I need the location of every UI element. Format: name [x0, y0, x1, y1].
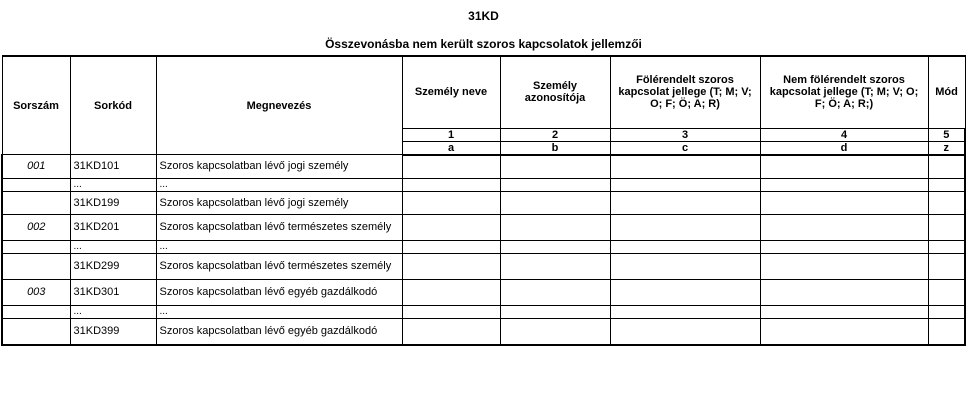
form-title: 31KD: [468, 9, 499, 23]
cell-input[interactable]: [760, 318, 928, 345]
row-name: Szoros kapcsolatban lévő jogi személy: [156, 191, 402, 214]
row-sorkod: 31KD399: [70, 318, 156, 345]
cell-input[interactable]: [928, 155, 965, 179]
row-sorkod: ...: [70, 240, 156, 253]
cell-input[interactable]: [500, 253, 610, 279]
cell-input[interactable]: [760, 155, 928, 179]
table-row: [2, 305, 965, 318]
row-name: ...: [156, 178, 402, 191]
row-sorszam: [2, 305, 70, 318]
cell-input[interactable]: [928, 214, 965, 240]
cell-input[interactable]: [928, 305, 965, 318]
cell-input[interactable]: [610, 214, 760, 240]
row-sorkod: 31KD201: [70, 214, 156, 240]
col-code: d: [760, 141, 928, 155]
row-sorkod: 31KD301: [70, 279, 156, 305]
cell-input[interactable]: [610, 253, 760, 279]
row-sorkod: 31KD299: [70, 253, 156, 279]
row-sorszam: [2, 318, 70, 345]
cell-input[interactable]: [500, 191, 610, 214]
col-number: 3: [610, 128, 760, 141]
header-sorkod: Sorkód: [70, 56, 156, 155]
cell-input[interactable]: [610, 191, 760, 214]
cell-input[interactable]: [402, 305, 500, 318]
cell-input[interactable]: [402, 318, 500, 345]
cell-input[interactable]: [500, 240, 610, 253]
cell-input[interactable]: [928, 178, 965, 191]
row-sorszam: [2, 191, 70, 214]
form-table: [1, 55, 966, 346]
cell-input[interactable]: [402, 178, 500, 191]
cell-input[interactable]: [610, 178, 760, 191]
cell-input[interactable]: [402, 279, 500, 305]
cell-input[interactable]: [928, 191, 965, 214]
row-name: Szoros kapcsolatban lévő jogi személy: [156, 155, 402, 179]
cell-input[interactable]: [760, 214, 928, 240]
cell-input[interactable]: [928, 253, 965, 279]
row-sorszam: [2, 178, 70, 191]
header-megnevezes: Megnevezés: [156, 56, 402, 155]
row-name: Szoros kapcsolatban lévő egyéb gazdálkodó: [156, 318, 402, 345]
header-col3: Fölérendelt szoros kapcsolat jellege (T; M; V; O; F; Ö; A; R): [610, 56, 760, 128]
row-name: Szoros kapcsolatban lévő természetes személy: [156, 214, 402, 240]
cell-input[interactable]: [500, 214, 610, 240]
row-name: Szoros kapcsolatban lévő egyéb gazdálkodó: [156, 279, 402, 305]
row-sorszam: 001: [2, 155, 70, 179]
cell-input[interactable]: [402, 155, 500, 179]
cell-input[interactable]: [610, 155, 760, 179]
table-row: [2, 191, 965, 214]
form-subtitle: Összevonásba nem került szoros kapcsolatok jellemzői: [325, 37, 642, 51]
row-sorszam: 003: [2, 279, 70, 305]
col-code: b: [500, 141, 610, 155]
col-number: 2: [500, 128, 610, 141]
col-code: a: [402, 141, 500, 155]
col-number: 4: [760, 128, 928, 141]
cell-input[interactable]: [610, 305, 760, 318]
row-sorkod: 31KD101: [70, 155, 156, 179]
table-row: [2, 240, 965, 253]
cell-input[interactable]: [760, 305, 928, 318]
header-col4: Nem fölérendelt szoros kapcsolat jellege (T; M; V; O; F; Ö; A; R;): [760, 56, 928, 128]
table-row: [2, 214, 965, 240]
cell-input[interactable]: [760, 279, 928, 305]
cell-input[interactable]: [928, 279, 965, 305]
cell-input[interactable]: [500, 155, 610, 179]
cell-input[interactable]: [760, 178, 928, 191]
row-name: ...: [156, 305, 402, 318]
table-row: [2, 178, 965, 191]
row-sorszam: [2, 253, 70, 279]
header-col1: Személy neve: [402, 56, 500, 128]
row-sorkod: ...: [70, 305, 156, 318]
cell-input[interactable]: [610, 318, 760, 345]
col-code: z: [928, 141, 965, 155]
cell-input[interactable]: [402, 253, 500, 279]
cell-input[interactable]: [500, 318, 610, 345]
row-name: ...: [156, 240, 402, 253]
table-row: [2, 318, 965, 345]
row-sorkod: 31KD199: [70, 191, 156, 214]
cell-input[interactable]: [500, 305, 610, 318]
cell-input[interactable]: [760, 240, 928, 253]
cell-input[interactable]: [610, 279, 760, 305]
cell-input[interactable]: [760, 253, 928, 279]
header-col5: Mód: [928, 56, 965, 128]
row-sorkod: ...: [70, 178, 156, 191]
col-number: 1: [402, 128, 500, 141]
row-name: Szoros kapcsolatban lévő természetes személy: [156, 253, 402, 279]
cell-input[interactable]: [610, 240, 760, 253]
cell-input[interactable]: [402, 240, 500, 253]
cell-input[interactable]: [402, 214, 500, 240]
table-row: [2, 155, 965, 179]
col-number: 5: [928, 128, 965, 141]
cell-input[interactable]: [402, 191, 500, 214]
cell-input[interactable]: [928, 240, 965, 253]
cell-input[interactable]: [760, 191, 928, 214]
table-row: [2, 253, 965, 279]
cell-input[interactable]: [928, 318, 965, 345]
header-col2: Személy azonosítója: [500, 56, 610, 128]
cell-input[interactable]: [500, 279, 610, 305]
header-sorszam: Sorszám: [2, 56, 70, 155]
row-sorszam: 002: [2, 214, 70, 240]
cell-input[interactable]: [500, 178, 610, 191]
col-code: c: [610, 141, 760, 155]
table-row: [2, 279, 965, 305]
row-sorszam: [2, 240, 70, 253]
